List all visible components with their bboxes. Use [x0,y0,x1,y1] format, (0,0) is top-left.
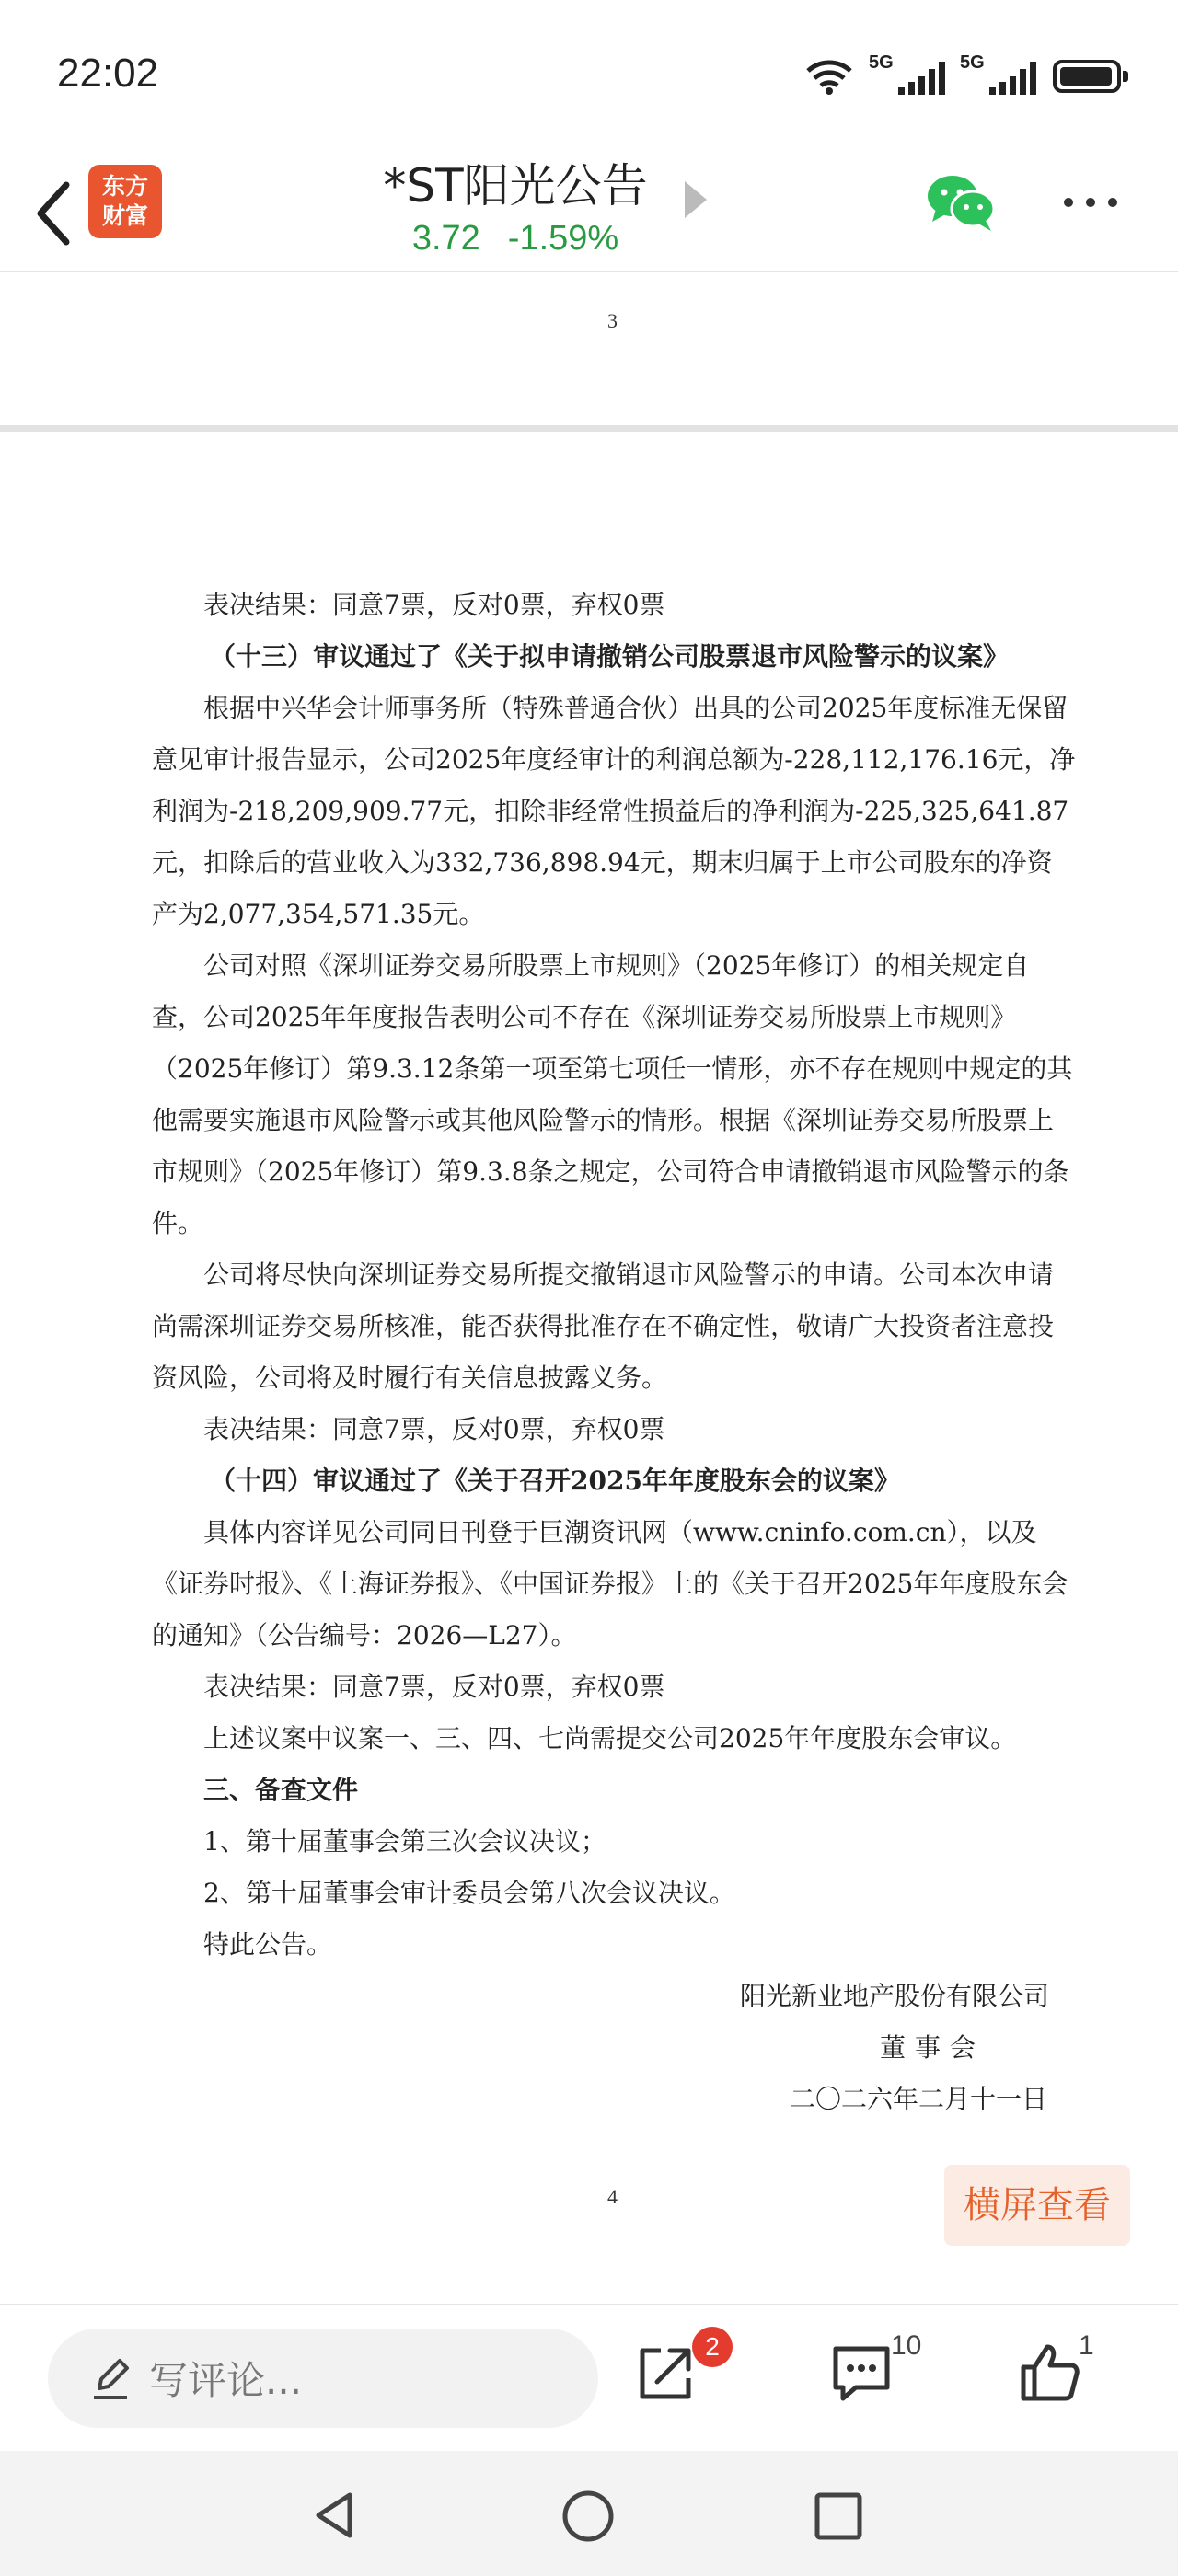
eastmoney-logo [88,165,162,238]
thumbs-up-icon[interactable] [1016,2340,1082,2406]
signal-sim2-icon [960,52,1036,95]
nav-back-icon[interactable] [309,2490,361,2541]
stock-change: -1.59% [507,219,619,258]
page-number-bottom: 4 [607,2185,618,2208]
status-time: 22:02 [57,51,159,96]
body-paragraph: 公司对照《深圳证券交易所股票上市规则》（2025年修订）的相关规定自查，公司2025年年度报告表明公司不存在《深圳证券交易所股票上市规则》（2025年修订）第9.3.12条第一项至第七项任一情形，亦不存在规则中规定的其他需要实施退市风险警示或其他风险警示的情形。根据《深圳证券交易所股票上市规则》（2025年修订）第9.3.8条之规定，公司符合申请撤销退市风险警示的条件。 [152,950,1073,1238]
share-icon[interactable] [633,2340,698,2406]
page-title: *ST阳光公告 [383,159,648,213]
list-item: 2、第十届董事会审计委员会第八次会议决议。 [203,1878,735,1908]
previous-page [0,272,1178,425]
body-paragraph: 公司将尽快向深圳证券交易所提交撤销退市风险警示的申请。公司本次申请尚需深圳证券交易所核准，能否获得批准存在不确定性，敬请广大投资者注意投资风险，公司将及时履行有关信息披露义务。 [152,1259,1055,1393]
pencil-icon [90,2355,131,2401]
landscape-view-button[interactable]: 横屏查看 [944,2165,1130,2246]
stock-title-block[interactable] [331,154,699,259]
body-paragraph: 上述议案中议案一、三、四、七尚需提交公司2025年年度股东会审议。 [203,1723,1017,1754]
vote-result: 表决结果：同意7票，反对0票，弃权0票 [203,590,665,620]
vote-result: 表决结果：同意7票，反对0票，弃权0票 [203,1414,665,1444]
like-count: 1 [1079,2330,1094,2361]
system-nav-bar [0,2451,1178,2576]
document-page [0,432,1178,2304]
network-type-2: 5G [960,52,985,73]
vote-result: 表决结果：同意7票，反对0票，弃权0票 [203,1672,665,1702]
bottom-action-bar [0,2304,1178,2452]
signature-date: 二〇二六年二月十一日 [789,2084,1047,2114]
closing-text: 特此公告。 [203,1929,333,1960]
battery-icon [1053,60,1121,93]
comment-icon[interactable] [828,2340,895,2406]
stock-quote [331,218,699,259]
section-heading: （十三）审议通过了《关于拟申请撤销公司股票退市风险警示的议案》 [210,641,1010,672]
wechat-share-icon[interactable] [925,170,999,235]
nav-recents-icon[interactable] [814,2491,863,2541]
section-heading: 三、备查文件 [203,1775,359,1805]
comment-count: 10 [891,2330,922,2361]
back-arrow-icon[interactable] [26,172,81,255]
list-item: 1、第十届董事会第三次会议决议； [203,1826,606,1857]
expand-play-icon[interactable] [685,181,707,218]
page-separator [0,425,1178,432]
body-paragraph: 根据中兴华会计师事务所（特殊普通合伙）出具的公司2025年度标准无保留意见审计报告显示，公司2025年度经审计的利润总额为-228,112,176.16元，净利润为-218,209,909.77元，扣除非经常性损益后的净利润为-225,325,641.87元，扣除后的营业收入为332,736,898.94元，期末归属于上市公司股东的净资产为2,077,354,571.35元。 [152,693,1076,929]
document-content [152,580,1077,2125]
status-icons [804,53,1121,99]
share-badge: 2 [692,2327,733,2367]
signature-board: 董事会 [879,2032,985,2063]
wifi-icon [804,58,854,95]
section-heading: （十四）审议通过了《关于召开2025年年度股东会的议案》 [210,1466,900,1496]
logo-line1: 东方 [101,173,148,200]
stock-price: 3.72 [411,219,480,258]
page-number-top: 3 [607,309,618,332]
comment-placeholder: 写评论... [149,2358,303,2403]
body-paragraph: 具体内容详见公司同日刊登于巨潮资讯网（www.cninfo.com.cn），以及《证券时报》、《上海证券报》、《中国证券报》上的《关于召开2025年年度股东会的通知》（公告编号：2026—L27）。 [152,1517,1068,1650]
logo-line2: 财富 [101,202,148,229]
more-options-icon[interactable] [1064,198,1117,207]
network-type-1: 5G [869,52,894,73]
app-header [0,152,1178,272]
nav-home-icon[interactable] [561,2490,615,2543]
signature-company: 阳光新业地产股份有限公司 [739,1981,1049,2011]
comment-input[interactable] [48,2329,598,2428]
status-bar [0,0,1178,152]
signal-sim1-icon [869,52,945,95]
